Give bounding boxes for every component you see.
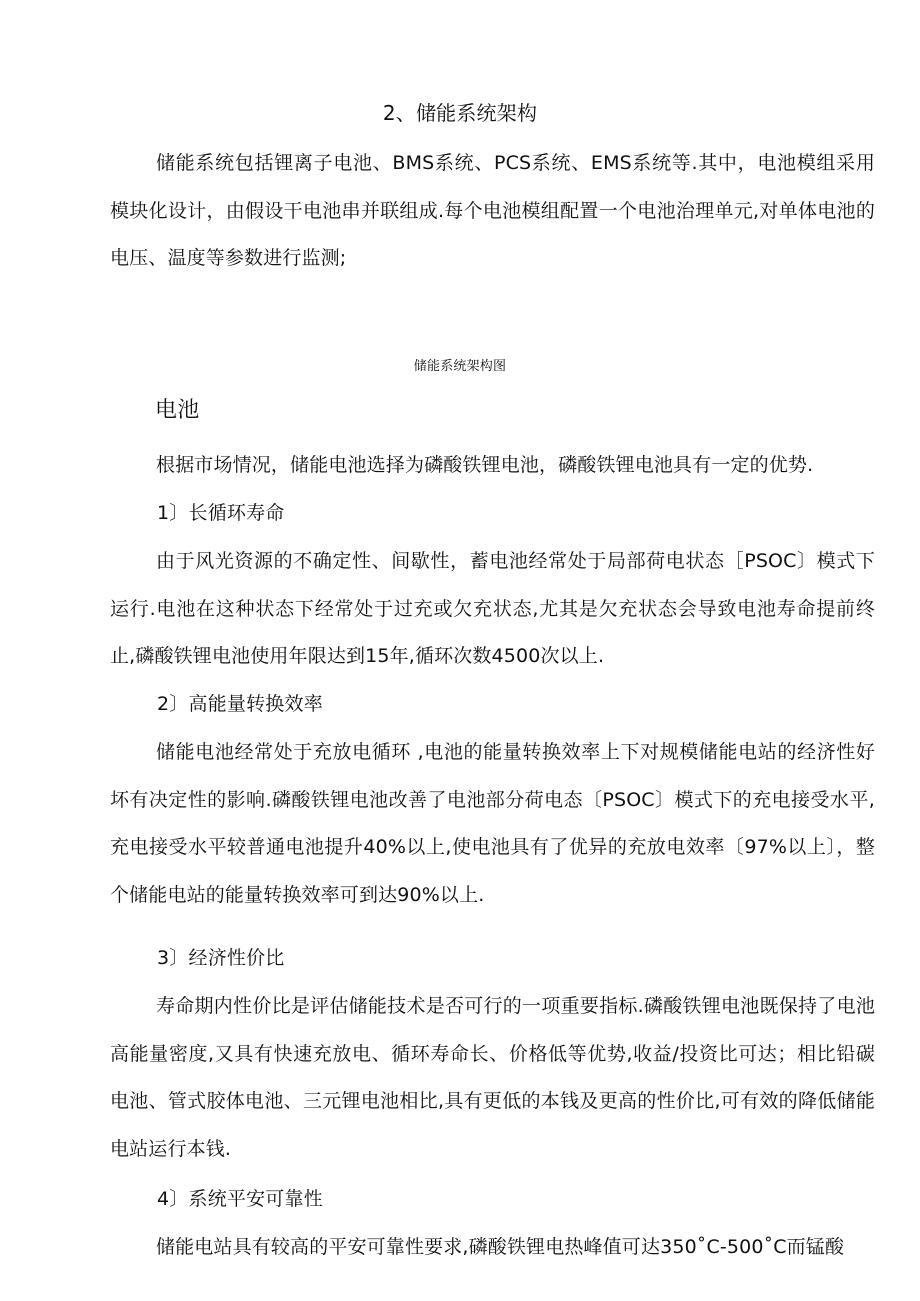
item-1-text: 由于风光资源的不确定性、间歇性，蓄电池经常处于局部荷电状态［PSOC〕模式下运行.电池在这种状态下经常处于过充或欠充状态,尤其是欠充状态会导致电池寿命提前终止,磷酸铁锂电池使用年限达到15年,循环次数4500次以上.: [110, 550, 875, 667]
item-1-label: 1〕长循环寿命: [157, 502, 285, 524]
item-4-label: 4〕系统平安可靠性: [157, 1188, 323, 1210]
intro-paragraph: 储能系统包括锂离子电池、BMS系统、PCS系统、EMS系统等.其中，电池模组采用模块化设计，由假设干电池串并联组成.每个电池模组配置一个电池治理单元,对单体电池的电压、温度等参数进行监测;: [110, 152, 875, 269]
battery-intro: 根据市场情况，储能电池选择为磷酸铁锂电池，磷酸铁锂电池具有一定的优势.: [156, 454, 814, 476]
item-3-text: 寿命期内性价比是评估储能技术是否可行的一项重要指标.磷酸铁锂电池既保持了电池高能量密度,又具有快速充放电、循环寿命长、价格低等优势,收益/投资比可达；相比铅碳电池、管式胶体电池、三元锂电池相比,具有更低的本钱及更高的性价比,可有效的降低储能电站运行本钱.: [110, 995, 875, 1160]
battery-heading: 电池: [155, 398, 200, 423]
item-2-label: 2〕高能量转换效率: [157, 693, 323, 715]
section-title: 2、储能系统架构: [382, 101, 538, 125]
figure-caption: 储能系统架构图: [413, 359, 507, 374]
item-2-text: 储能电池经常处于充放电循环 ,电池的能量转换效率上下对规模储能电站的经济性好坏有决定性的影响.磷酸铁锂电池改善了电池部分荷电态〔PSOC〕模式下的充电接受水平,充电接受水平较普通电池提升40%以上,使电池具有了优异的充放电效率〔97%以上〕，整个储能电站的能量转换效率可到达90%以上.: [110, 741, 875, 906]
item-3-label: 3〕经济性价比: [157, 947, 285, 969]
item-4-text: 储能电站具有较高的平安可靠性要求,磷酸铁锂电热峰值可达350˚C-500˚C而锰酸: [156, 1236, 845, 1258]
